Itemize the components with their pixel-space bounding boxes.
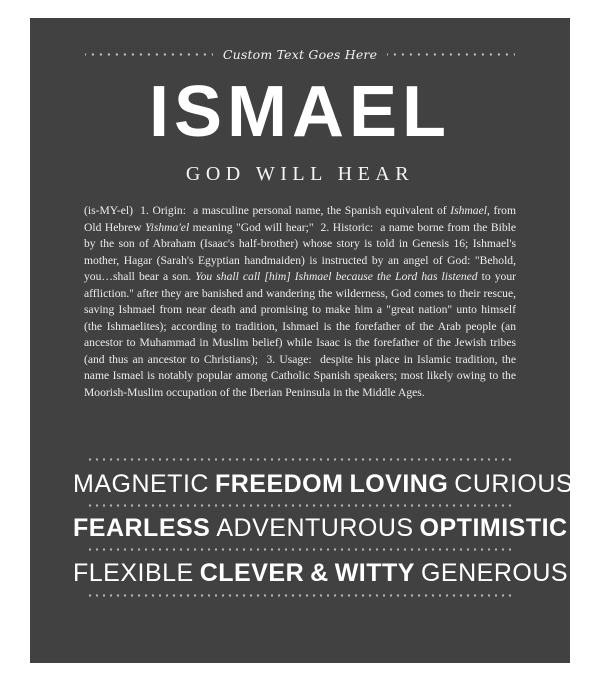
custom-text[interactable]: Custom Text Goes Here xyxy=(222,46,378,62)
divider-bottom xyxy=(84,594,516,597)
trait-word: FREEDOM xyxy=(214,470,344,498)
divider-middle-2 xyxy=(84,548,516,551)
traits-line-3 xyxy=(70,559,569,588)
poster-name: ISMAEL xyxy=(148,72,451,152)
trait-word: CLEVER xyxy=(199,559,305,587)
divider-top xyxy=(84,458,516,461)
trait-word: LOVING xyxy=(349,470,449,498)
divider-middle-1 xyxy=(84,504,516,507)
trait-word: WITTY xyxy=(334,559,415,587)
dotted-rule-left xyxy=(85,53,213,56)
trait-word: FLEXIBLE xyxy=(73,559,194,587)
trait-word: CURIOUS xyxy=(454,470,574,498)
name-definition-text: (is-MY-el) 1. Origin: a masculine personal name, the Spanish equivalent of Ishmael, from Old Hebrew Yishma'el meaning "God will hear;" 2. Historic: a name borne from the Bible by the son of Abraham (Isaac's half-brother) whose story is told in Genesis 16; Ishmael's mother, Hagar (Sarah's Egyptian handmaiden) is instructed by an angel of God: "Behold, you…shall bear a son. You shall call [him] Ishmael because the Lord has listened to your affliction." after they are banished and wandering the wilderness, God comes to their rescue, saving Ishmael from near death and promising to make him a "great nation" unto himself (the Ishmaelites); according to tradition, Ishmael is the forefather of the Arab people (an ancestor to Muhammad in Muslim belief) while Isaac is the forefather of the Jewish tribes (and thus an ancestor to Christians); 3. Usage: despite his place in Islamic tradition, the name Ismael is notably popular among Catholic Spanish speakers; most likely owing to the Moorish-Muslim occupation of the Iberian Peninsula in the Middle Ages. xyxy=(84,204,517,399)
traits-line-2 xyxy=(70,514,568,543)
trait-word: FEARLESS xyxy=(73,514,211,542)
trait-word: MAGNETIC xyxy=(73,470,209,498)
trait-word: ADVENTUROUS xyxy=(216,514,414,542)
traits-line-1 xyxy=(70,470,574,499)
custom-text-row xyxy=(30,42,570,66)
dotted-rule-right xyxy=(387,53,515,56)
poster-meaning: GOD WILL HEAR xyxy=(185,163,415,185)
name-art-poster xyxy=(30,18,574,663)
trait-word: GENEROUS xyxy=(420,559,569,587)
trait-word: OPTIMISTIC xyxy=(419,514,568,542)
trait-word: & xyxy=(310,559,329,587)
